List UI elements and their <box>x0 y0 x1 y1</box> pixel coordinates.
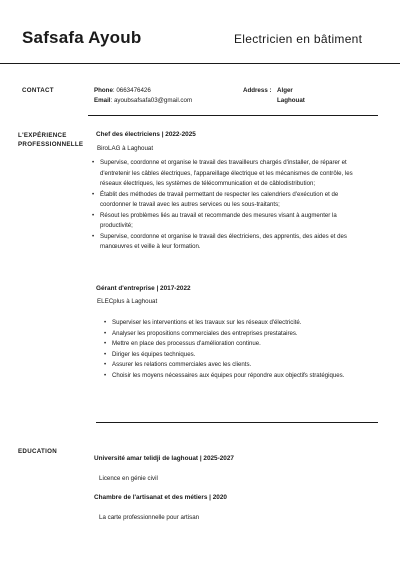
phone-line <box>94 86 151 95</box>
phone-label: Phone <box>94 87 113 94</box>
education-2-detail: La carte professionnelle pour artisan <box>99 514 200 521</box>
address-label: Address : <box>243 87 272 94</box>
job-2-org: ELECplus à Laghouat <box>97 298 158 305</box>
contact-section-label: CONTACT <box>22 87 54 94</box>
address-line-1: Alger <box>277 87 293 94</box>
contact-divider <box>88 115 378 116</box>
experience-label-line-2: PROFESSIONNELLE <box>18 141 84 148</box>
job-1-org: BiroLAG à Laghouat <box>97 145 154 152</box>
job-title: Electricien en bâtiment <box>234 32 363 46</box>
experience-divider <box>96 422 378 423</box>
list-item: • Diriger les équipes techniques. <box>104 350 349 361</box>
list-item: • Assurer les relations commerciales avec les clients. <box>104 360 349 371</box>
job-1-title: Chef des électriciens | 2022-2025 <box>96 131 196 138</box>
education-1-title: Université amar telidji de laghouat | 2025-2027 <box>94 455 234 462</box>
list-item: • Mettre en place des processus d'amélioration continue. <box>104 339 349 350</box>
education-1-detail: Licence en génie civil <box>99 475 158 482</box>
list-item: • Analyser les propositions commerciales des entreprises prestataires. <box>104 329 349 340</box>
job-2-title: Gérant d'entreprise | 2017-2022 <box>96 285 191 292</box>
email-label: Email <box>94 97 111 104</box>
experience-label-line-1: L'EXPÉRIENCE <box>18 132 67 139</box>
job-1-duties <box>92 158 354 253</box>
education-2-title: Chambre de l'artisanat et des métiers | 2020 <box>94 494 227 501</box>
header-divider <box>0 63 400 64</box>
job-2-duties <box>104 318 349 381</box>
address-line-2: Laghouat <box>277 97 305 104</box>
email-line <box>94 96 192 105</box>
list-item: • Superviser les interventions et les travaux sur les réseaux d'électricité. <box>104 318 349 329</box>
list-item: • Résout les problèmes liés au travail et recommande des mesures visant à augmenter la productivité; <box>92 211 354 232</box>
phone-value: : 0663476426 <box>112 87 151 94</box>
candidate-name: Safsafa Ayoub <box>22 28 142 47</box>
list-item: • Choisir les moyens nécessaires aux équipes pour répondre aux objectifs stratégiques. <box>104 371 349 382</box>
list-item: • Supervise, coordonne et organise le travail des travailleurs chargés d'installer, de réparer et d'entretenir les câbles électriques, l'appareillage électrique et les mécanismes de contrôle, les réseaux électriques, les systèmes de télécommunication et de câblodistribution; <box>92 158 354 190</box>
list-item: • Supervise, coordonne et organise le travail des électriciens, des apprentis, des aides et des manœuvres et veille à leur formation. <box>92 232 354 253</box>
email-value[interactable]: : ayoubsafsafa03@gmail.com <box>110 97 193 104</box>
experience-section-label <box>18 131 83 149</box>
list-item: • Établit des méthodes de travail permettant de respecter les calendriers d'exécution et de coordonner le travail avec les autres services ou les sous-traitants; <box>92 190 354 211</box>
education-section-label: EDUCATION <box>18 448 58 455</box>
